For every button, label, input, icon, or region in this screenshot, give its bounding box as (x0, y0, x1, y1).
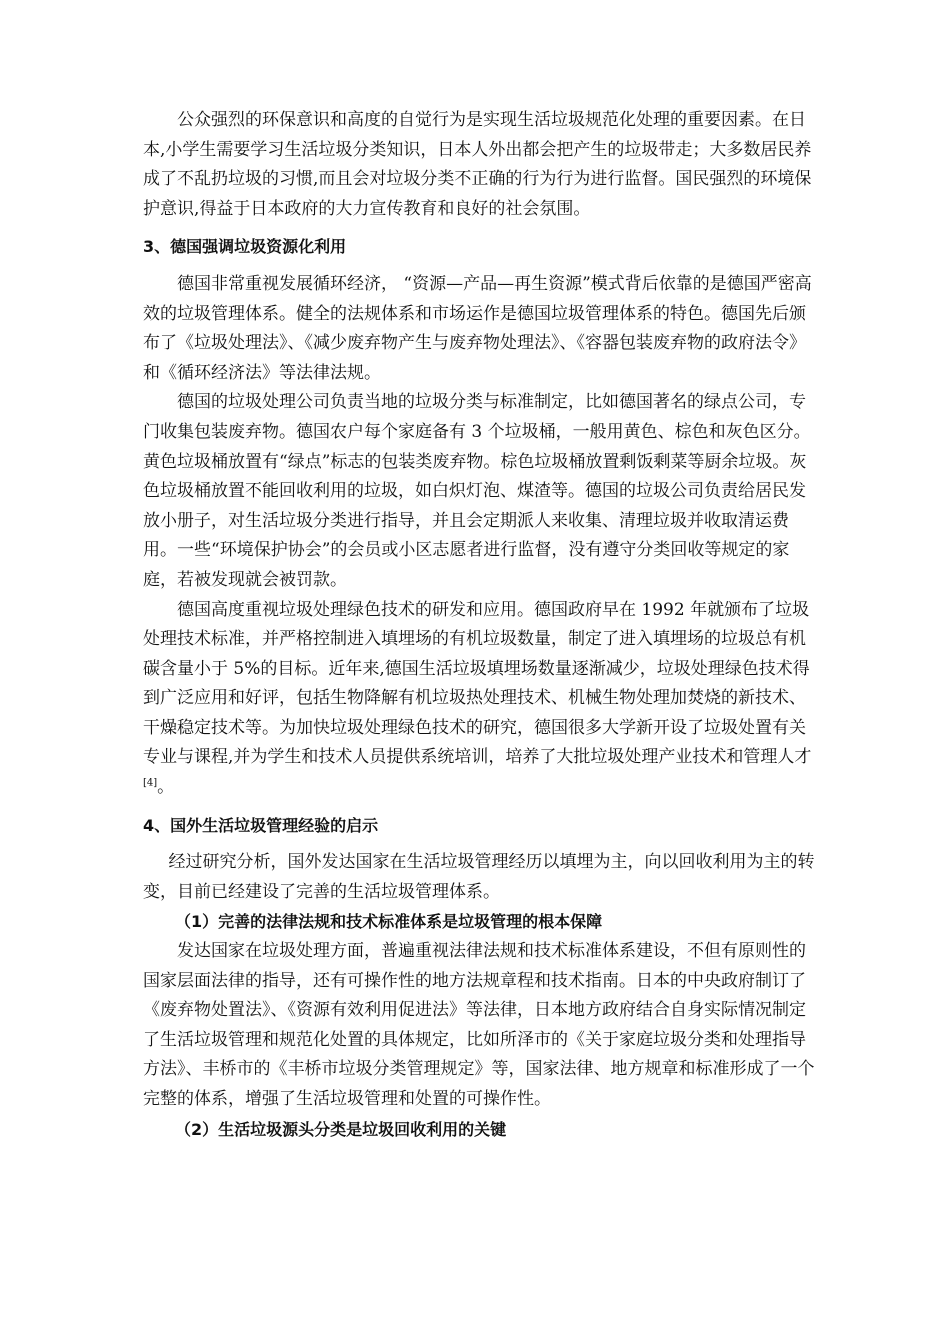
paragraph-legal-framework: 发达国家在垃圾处理方面，普遍重视法律法规和技术标准体系建设，不但有原则性的国家层面法律的指导，还有可操作性的地方法规章程和技术指南。日本的中央政府制订了《废弃物处置法》、《资源有效利用促进法》等法律，日本地方政府结合自身实际情况制定了生活垃圾管理和规范化处置的具体规定，比如所泽市的《关于家庭垃圾分类和处理指导方法》、丰桥市的《丰桥市垃圾分类管理规定》等，国家法律、地方规章和标准形成了一个完整的体系，增强了生活垃圾管理和处置的可操作性。 (143, 941, 815, 1109)
paragraph-germany-sorting: 德国的垃圾处理公司负责当地的垃圾分类与标准制定，比如德国著名的绿点公司，专门收集包装废弃物。德国农户每个家庭备有 3 个垃圾桶，一般用黄色、棕色和灰色区分。黄色垃圾桶放置有“绿点”标志的包装类废弃物。棕色垃圾桶放置剩饭剩菜等厨余垃圾。灰色垃圾桶放置不能回收利用的垃圾，如白炽灯泡、煤渣等。德国的垃圾公司负责给居民发放小册子，对生活垃圾分类进行指导，并且会定期派人来收集、清理垃圾并收取清运费用。一些“环境保护协会”的会员或小区志愿者进行监督，没有遵守分类回收等规定的家庭，若被发现就会被罚款。 (143, 392, 811, 590)
paragraph-germany-green-tech (143, 596, 815, 803)
paragraph-japan-awareness: 公众强烈的环保意识和高度的自觉行为是实现生活垃圾规范化处理的重要因素。在日本,小学生需要学习生活垃圾分类知识，日本人外出都会把产生的垃圾带走；大多数居民养成了不乱扔垃圾的习惯,而且会对垃圾分类不正确的行为行为进行监督。国民强烈的环境保护意识,得益于日本政府的大力宣传教育和良好的社会氛围。 (143, 110, 812, 219)
paragraph-end-mark: 。 (157, 777, 175, 798)
citation-ref: [4] (143, 777, 158, 789)
section-heading-4: 4、国外生活垃圾管理经验的启示 (143, 815, 379, 835)
paragraph-germany-green-tech-text: 德国高度重视垃圾处理绿色技术的研发和应用。德国政府早在 1992 年就颁布了垃圾处理技术标准，并严格控制进入填埋场的有机垃圾数量，制定了进入填埋场的垃圾总有机碳含量小于 5%的目标。近年来,德国生活垃圾填埋场数量逐渐减少，垃圾处理绿色技术得到广泛应用和好评，包括生物降解有机垃圾热处理技术、机械生物处理加焚烧的新技术、干燥稳定技术等。为加快垃圾处理绿色技术的研究，德国很多大学新开设了垃圾处置有关专业与课程,并为学生和技术人员提供系统培训，培养了大批垃圾处理产业技术和管理人才 (143, 599, 812, 768)
subheading-legal-framework: （1）完善的法律法规和技术标准体系是垃圾管理的根本保障 (175, 912, 603, 932)
subheading-source-separation: （2）生活垃圾源头分类是垃圾回收利用的关键 (175, 1119, 507, 1139)
paragraph-research-summary: 经过研究分析，国外发达国家在生活垃圾管理经历以填埋为主，向以回收利用为主的转变，目前已经建设了完善的生活垃圾管理体系。 (143, 852, 815, 902)
document-page (143, 106, 815, 1144)
paragraph-germany-circular-economy: 德国非常重视发展循环经济， “资源—产品—再生资源”模式背后依靠的是德国严密高效的垃圾管理体系。健全的法规体系和市场运作是德国垃圾管理体系的特色。德国先后颁布了《垃圾处理法》、《减少废弃物产生与废弃物处理法》、《容器包装废弃物的政府法令》和《循环经济法》等法律法规。 (143, 273, 812, 383)
section-heading-3: 3、德国强调垃圾资源化利用 (143, 237, 347, 257)
